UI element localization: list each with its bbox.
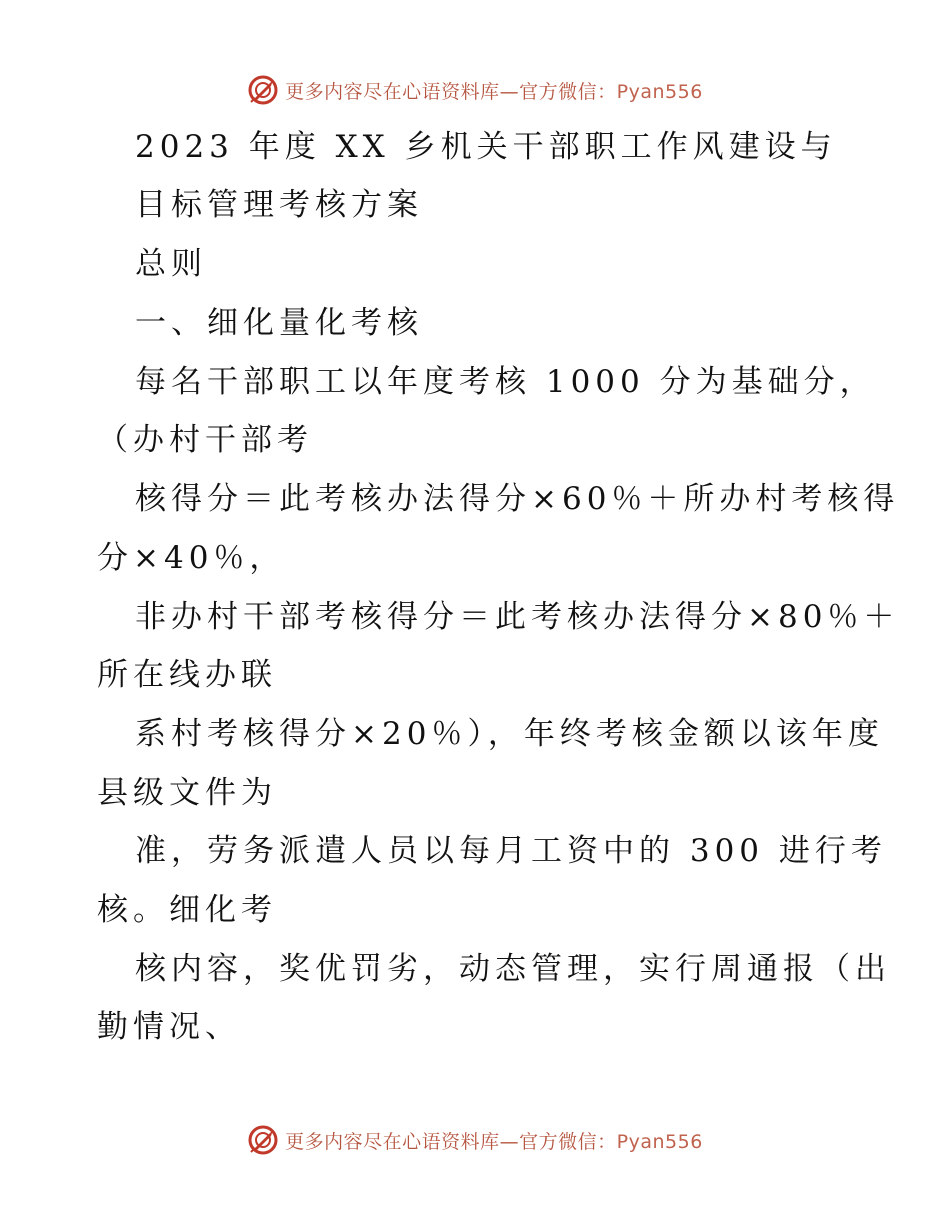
- paragraph-line: 每名干部职工以年度考核 1000 分为基础分，: [135, 364, 876, 400]
- paragraph-line: 准，劳务派遣人员以每月工资中的 300 进行考: [135, 833, 887, 869]
- footer-watermark-banner: [0, 1122, 950, 1158]
- footer-wechat-handle: Pyan556: [616, 1130, 703, 1153]
- header-watermark-text: 更多内容尽在心语资料库—官方微信：Pyan556: [285, 80, 703, 103]
- paragraph-line: 县级文件为: [97, 775, 277, 811]
- paragraph-line: 系村考核得分×20％），年终考核金额以该年度: [135, 716, 884, 752]
- paragraph-line: 核得分＝此考核办法得分×60％＋所办村考核得: [135, 481, 900, 517]
- paragraph-line: 分×40％，: [97, 540, 286, 576]
- paragraph-line: 勤情况、: [97, 1009, 241, 1045]
- pen-logo-icon: [247, 1124, 279, 1156]
- paragraph-line: （办村干部考: [97, 422, 313, 458]
- doc-title-line-1: 2023 年度 XX 乡机关干部职工作风建设与: [135, 129, 837, 165]
- section-heading-general: 总则: [135, 246, 207, 282]
- paragraph-line: 所在线办联: [97, 657, 277, 693]
- footer-watermark-text: 更多内容尽在心语资料库—官方微信：Pyan556: [285, 1130, 703, 1153]
- paragraph-line: 非办村干部考核得分＝此考核办法得分×80％＋: [135, 599, 900, 635]
- header-wechat-handle: Pyan556: [616, 80, 703, 103]
- doc-title-line-2: 目标管理考核方案: [135, 187, 423, 223]
- subsection-heading-1: 一、细化量化考核: [135, 305, 423, 341]
- paragraph-line: 核。细化考: [97, 892, 277, 928]
- paragraph-line: 核内容，奖优罚劣，动态管理，实行周通报（出: [135, 951, 891, 987]
